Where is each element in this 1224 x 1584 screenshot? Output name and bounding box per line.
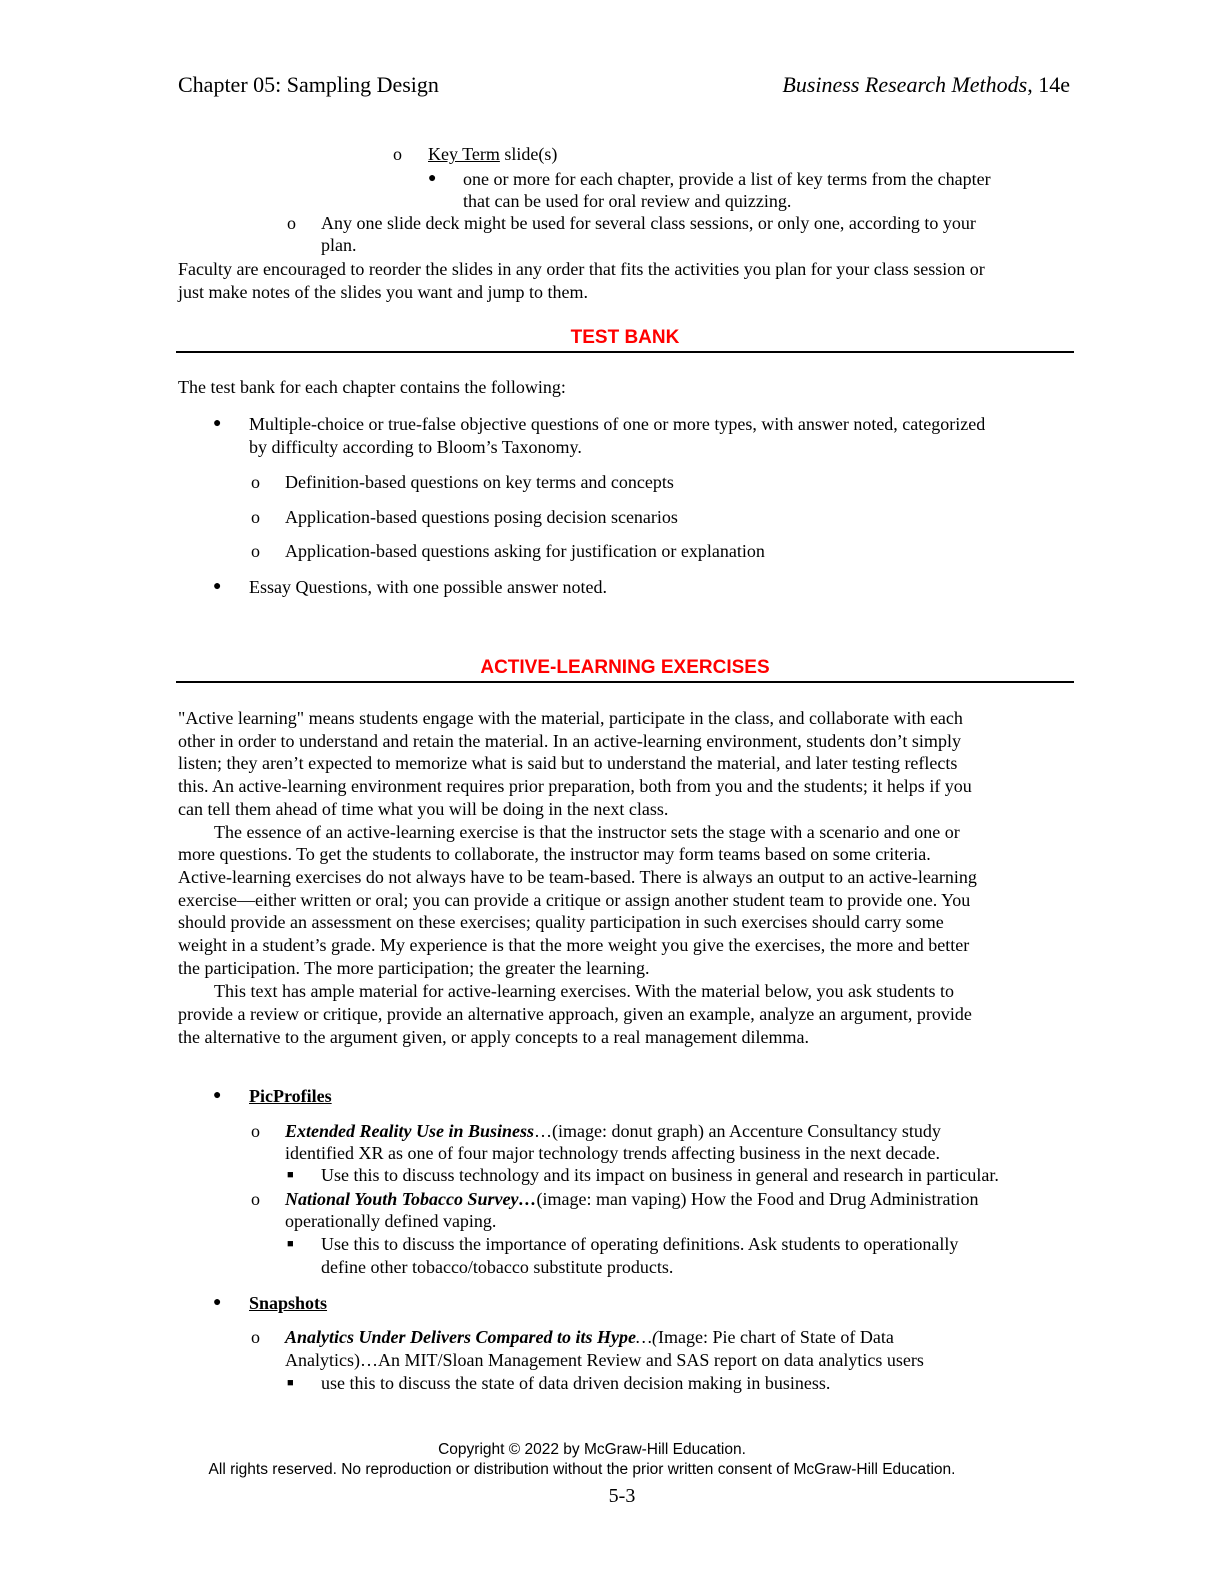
- bullet-icon: ●: [428, 171, 437, 186]
- paragraph-line: the participation. The more participation; the greater the learning.: [178, 958, 650, 978]
- picprofile-item2-title: National Youth Tobacco Survey…: [285, 1189, 537, 1209]
- bullet-icon: ●: [213, 1295, 222, 1310]
- test-bank-sub2: Application-based questions posing decision scenarios: [285, 507, 678, 527]
- running-header-left: Chapter 05: Sampling Design: [178, 72, 439, 97]
- page-number: 5-3: [608, 1485, 636, 1507]
- picprofile-item1-rest: …(image: donut graph) an Accenture Consultancy study: [534, 1121, 941, 1141]
- paragraph-line: can tell them ahead of time what you will be doing in the next class.: [178, 799, 669, 819]
- paragraph-line: weight in a student’s grade. My experience is that the more weight you give the exercises, the more and better: [178, 935, 970, 955]
- faculty-line1: Faculty are encouraged to reorder the slides in any order that fits the activities you plan for your class session or: [178, 259, 985, 279]
- test-bank-title: TEST BANK: [570, 327, 680, 348]
- snapshot-item1-rest-italic: …(: [635, 1327, 658, 1347]
- sub-bullet-icon: o: [251, 1121, 260, 1141]
- sub-bullet-icon: o: [287, 213, 296, 233]
- faculty-line2: just make notes of the slides you want and jump to them.: [178, 282, 588, 302]
- paragraph-line: other in order to understand and retain the material. In an active-learning environment, students don’t simply: [178, 731, 961, 751]
- snapshot-item1-rest: Image: Pie chart of State of Data: [657, 1327, 894, 1347]
- paragraph-line: provide a review or critique, provide an alternative approach, given an example, analyze an argument, provide: [178, 1004, 972, 1024]
- test-bank-sub1: Definition-based questions on key terms and concepts: [285, 472, 674, 492]
- paragraph-line: Active-learning exercises do not always have to be team-based. There is always an output to an active-learning: [178, 867, 977, 887]
- book-title: Business Research Methods: [782, 72, 1028, 97]
- active-learning-title: ACTIVE-LEARNING EXERCISES: [480, 657, 770, 678]
- sub-bullet-icon: o: [251, 507, 260, 527]
- square-bullet-icon: ■: [287, 1238, 294, 1250]
- picprofile-item1: [285, 1120, 941, 1142]
- sub-bullet-icon: o: [251, 1327, 260, 1347]
- test-bank-item1-line1: Multiple-choice or true-false objective questions of one or more types, with answer noted, categorized: [249, 414, 986, 434]
- paragraph-line: exercise—either written or oral; you can provide a critique or assign another student team to provide one. You: [178, 890, 971, 910]
- snapshots-heading: Snapshots: [249, 1293, 328, 1313]
- key-term-label: Key Term: [428, 144, 500, 164]
- key-term-bullet-line1: one or more for each chapter, provide a list of key terms from the chapter: [463, 169, 991, 189]
- picprofile-item2-sub-line2: define other tobacco/tobacco substitute products.: [321, 1257, 674, 1277]
- picprofile-item2: [285, 1188, 978, 1210]
- bullet-icon: ●: [213, 416, 222, 431]
- picprofile-item1-sub: Use this to discuss technology and its impact on business in general and research in particular.: [321, 1165, 999, 1185]
- sub-bullet-icon: o: [393, 144, 402, 164]
- square-bullet-icon: ■: [287, 1377, 294, 1389]
- paragraph-line: the alternative to the argument given, or apply concepts to a real management dilemma.: [178, 1027, 809, 1047]
- section-divider: [176, 681, 1074, 683]
- snapshot-item1-sub: use this to discuss the state of data driven decision making in business.: [321, 1373, 831, 1393]
- paragraph-line: The essence of an active-learning exercise is that the instructor sets the stage with a scenario and one or: [214, 822, 960, 842]
- key-term-suffix: slide(s): [499, 144, 558, 164]
- test-bank-intro: The test bank for each chapter contains the following:: [178, 377, 566, 397]
- picprofiles-heading: PicProfiles: [249, 1086, 332, 1106]
- book-edition: , 14e: [1027, 72, 1070, 97]
- snapshot-item1-title: Analytics Under Delivers Compared to its Hype: [285, 1327, 636, 1347]
- paragraph-line: more questions. To get the students to collaborate, the instructor may form teams based on some criteria.: [178, 844, 931, 864]
- paragraph-line: "Active learning" means students engage with the material, participate in the class, and collaborate with each: [178, 708, 963, 728]
- section-divider: [176, 351, 1074, 353]
- sub-bullet-icon: o: [251, 1189, 260, 1209]
- paragraph-line: listen; they aren’t expected to memorize what is said but to understand the material, and later testing reflects: [178, 753, 958, 773]
- square-bullet-icon: ■: [287, 1169, 294, 1181]
- key-term-bullet-line2: that can be used for oral review and quizzing.: [463, 191, 792, 211]
- paragraph-line: should provide an assessment on these exercises; quality participation in such exercises should carry some: [178, 912, 944, 932]
- snapshot-item1: [285, 1326, 894, 1348]
- sub-bullet-icon: o: [251, 472, 260, 492]
- footer-rights: All rights reserved. No reproduction or distribution without the prior written consent of McGraw-Hill Education.: [208, 1461, 956, 1478]
- paragraph-line: This text has ample material for active-learning exercises. With the material below, you ask students to: [214, 981, 955, 1001]
- paragraph-line: this. An active-learning environment requires prior preparation, both from you and the students; it helps if you: [178, 776, 972, 796]
- picprofile-item1-line2: identified XR as one of four major technology trends affecting business in the next decade.: [285, 1143, 940, 1163]
- test-bank-item1-line2: by difficulty according to Bloom’s Taxonomy.: [249, 437, 582, 457]
- key-term-item: [428, 143, 557, 165]
- picprofile-item2-sub-line1: Use this to discuss the importance of operating definitions. Ask students to operationally: [321, 1234, 959, 1254]
- picprofile-item2-rest: (image: man vaping) How the Food and Drug Administration: [536, 1189, 979, 1209]
- footer-copyright: Copyright © 2022 by McGraw-Hill Education.: [438, 1441, 746, 1458]
- test-bank-item2: Essay Questions, with one possible answer noted.: [249, 577, 607, 597]
- sub-bullet-icon: o: [251, 541, 260, 561]
- deck-line1: Any one slide deck might be used for several class sessions, or only one, according to your: [321, 213, 976, 233]
- picprofile-item1-title: Extended Reality Use in Business: [285, 1121, 535, 1141]
- running-header-right: [782, 72, 1070, 98]
- test-bank-sub3: Application-based questions asking for justification or explanation: [285, 541, 765, 561]
- bullet-icon: ●: [213, 1088, 222, 1103]
- bullet-icon: ●: [213, 579, 222, 594]
- picprofile-item2-line2: operationally defined vaping.: [285, 1211, 497, 1231]
- snapshot-item1-line2: Analytics)…An MIT/Sloan Management Review and SAS report on data analytics users: [285, 1350, 924, 1370]
- deck-line2: plan.: [321, 235, 357, 255]
